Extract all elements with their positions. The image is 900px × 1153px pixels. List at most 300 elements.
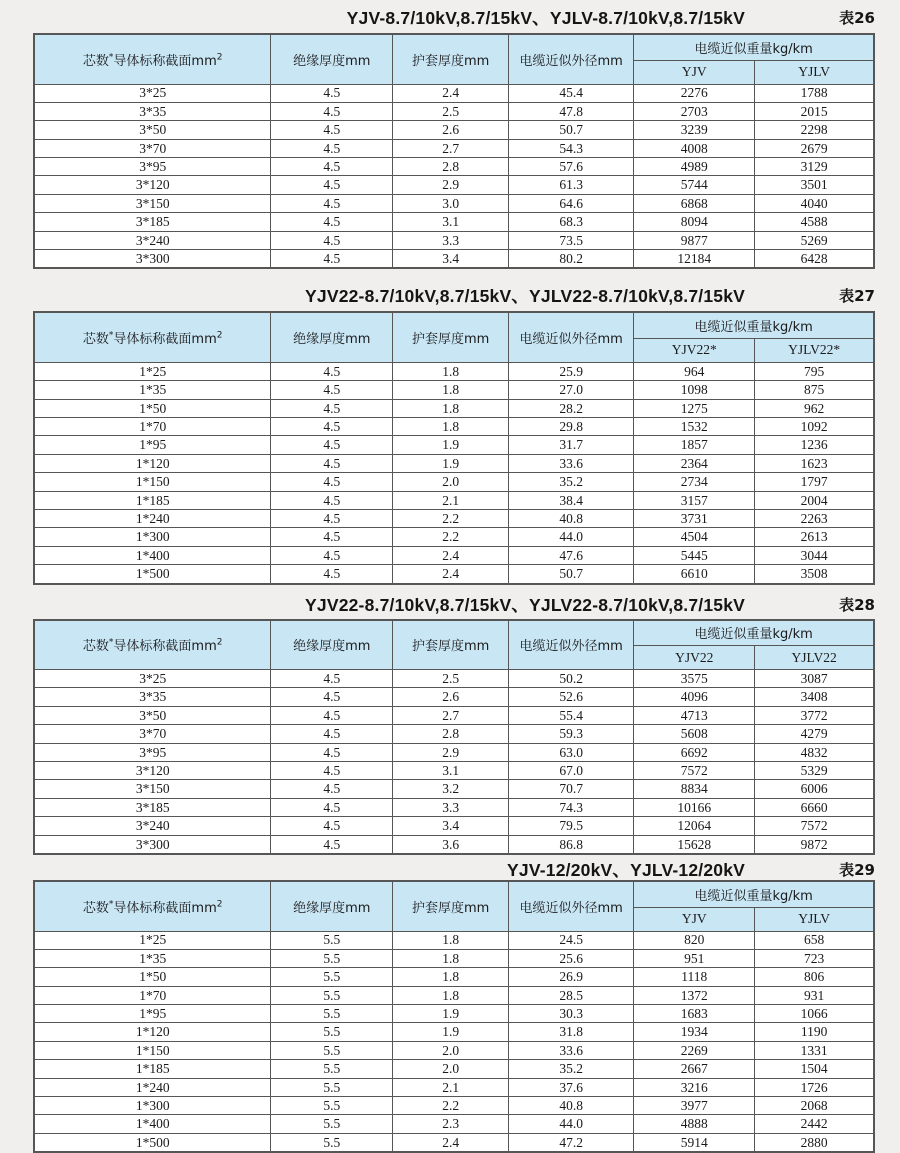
cell: 3*35 xyxy=(34,102,271,120)
cell: 3408 xyxy=(755,688,874,706)
cell: 3129 xyxy=(755,158,874,176)
table-number: 表26 xyxy=(839,8,875,27)
cell: 64.6 xyxy=(509,194,634,212)
cell: 1372 xyxy=(634,986,755,1004)
cell: 4279 xyxy=(755,725,874,743)
cable-spec-table xyxy=(33,33,875,269)
cell: 1066 xyxy=(755,1005,874,1023)
cell: 5.5 xyxy=(271,1005,393,1023)
cell: 5.5 xyxy=(271,968,393,986)
table-row xyxy=(34,176,874,194)
cell: 6610 xyxy=(634,565,755,584)
weight-type-header: YJLV22* xyxy=(755,338,874,362)
table-body xyxy=(34,670,874,854)
table-row xyxy=(34,949,874,967)
cell: 2679 xyxy=(755,139,874,157)
header-cell-sheath: 护套厚度mm xyxy=(393,312,509,362)
cell: 3*50 xyxy=(34,121,271,139)
cell: 4.5 xyxy=(271,454,393,472)
cell: 3*120 xyxy=(34,762,271,780)
cell: 3*150 xyxy=(34,194,271,212)
cell: 3087 xyxy=(755,670,874,688)
cell: 44.0 xyxy=(509,528,634,546)
cell: 27.0 xyxy=(509,381,634,399)
cell: 29.8 xyxy=(509,418,634,436)
table-row xyxy=(34,250,874,269)
cell: 80.2 xyxy=(509,250,634,269)
cell: 2.2 xyxy=(393,510,509,528)
cell: 4.5 xyxy=(271,213,393,231)
cell: 40.8 xyxy=(509,1097,634,1115)
cell: 1.8 xyxy=(393,399,509,417)
table-title-row xyxy=(33,6,875,28)
cell: 2613 xyxy=(755,528,874,546)
cell: 74.3 xyxy=(509,798,634,816)
cell: 25.6 xyxy=(509,949,634,967)
cell: 3239 xyxy=(634,121,755,139)
header-cell-insulation: 绝缘厚度mm xyxy=(271,620,393,670)
cell: 73.5 xyxy=(509,231,634,249)
cell: 1190 xyxy=(755,1023,874,1041)
cell: 54.3 xyxy=(509,139,634,157)
cell: 2.0 xyxy=(393,1060,509,1078)
cell: 2269 xyxy=(634,1041,755,1059)
cell: 3977 xyxy=(634,1097,755,1115)
cell: 1726 xyxy=(755,1078,874,1096)
cell: 50.7 xyxy=(509,121,634,139)
cell: 1*500 xyxy=(34,565,271,584)
cell: 1.8 xyxy=(393,968,509,986)
cell: 31.8 xyxy=(509,1023,634,1041)
cell: 68.3 xyxy=(509,213,634,231)
table-title: YJV-12/20kV、YJLV-12/20kV xyxy=(507,859,745,880)
cell: 26.9 xyxy=(509,968,634,986)
cell: 5269 xyxy=(755,231,874,249)
cell: 4832 xyxy=(755,743,874,761)
cell: 1*185 xyxy=(34,491,271,509)
cell: 1*120 xyxy=(34,1023,271,1041)
cell: 9872 xyxy=(755,835,874,854)
cell: 3*300 xyxy=(34,250,271,269)
cell: 3.6 xyxy=(393,835,509,854)
cell: 4040 xyxy=(755,194,874,212)
cell: 1797 xyxy=(755,473,874,491)
cell: 6692 xyxy=(634,743,755,761)
cell: 5744 xyxy=(634,176,755,194)
cell: 7572 xyxy=(755,817,874,835)
table-row xyxy=(34,1078,874,1096)
cell: 2.9 xyxy=(393,176,509,194)
weight-type-header: YJV xyxy=(634,907,755,931)
cell: 2.6 xyxy=(393,121,509,139)
cell: 4989 xyxy=(634,158,755,176)
superscript-star: * xyxy=(108,899,114,910)
cell: 4.5 xyxy=(271,510,393,528)
table-header xyxy=(34,34,874,84)
table-title: YJV22-8.7/10kV,8.7/15kV、YJLV22-8.7/10kV,8.7/15kV xyxy=(305,285,745,306)
cell: 47.2 xyxy=(509,1133,634,1152)
cell: 4.5 xyxy=(271,688,393,706)
table-header xyxy=(34,881,874,931)
cell: 5.5 xyxy=(271,1133,393,1152)
table-header xyxy=(34,312,874,362)
cell: 5.5 xyxy=(271,949,393,967)
cell: 1.9 xyxy=(393,1005,509,1023)
cell: 3*25 xyxy=(34,84,271,102)
cell: 3*50 xyxy=(34,706,271,724)
cell: 3*240 xyxy=(34,817,271,835)
cell: 4504 xyxy=(634,528,755,546)
cable-spec-table xyxy=(33,619,875,855)
table-row xyxy=(34,1060,874,1078)
cell: 962 xyxy=(755,399,874,417)
header-cell-sheath: 护套厚度mm xyxy=(393,34,509,84)
cell: 3731 xyxy=(634,510,755,528)
table-row xyxy=(34,436,874,454)
cell: 2442 xyxy=(755,1115,874,1133)
cell: 25.9 xyxy=(509,362,634,380)
table-row xyxy=(34,362,874,380)
superscript-2: 2 xyxy=(216,899,223,910)
cell: 2276 xyxy=(634,84,755,102)
cell: 4.5 xyxy=(271,158,393,176)
cell: 1*240 xyxy=(34,1078,271,1096)
cell: 38.4 xyxy=(509,491,634,509)
cell: 3772 xyxy=(755,706,874,724)
table-row xyxy=(34,1097,874,1115)
cell: 723 xyxy=(755,949,874,967)
cell: 45.4 xyxy=(509,84,634,102)
weight-type-header: YJV22 xyxy=(634,646,755,670)
header-row xyxy=(34,34,874,60)
table-row xyxy=(34,1005,874,1023)
cell: 3.4 xyxy=(393,817,509,835)
cell: 1.8 xyxy=(393,986,509,1004)
cell: 7572 xyxy=(634,762,755,780)
cell: 1092 xyxy=(755,418,874,436)
cell: 1*400 xyxy=(34,1115,271,1133)
cell: 2004 xyxy=(755,491,874,509)
cell: 951 xyxy=(634,949,755,967)
cell: 2.4 xyxy=(393,565,509,584)
cell: 37.6 xyxy=(509,1078,634,1096)
table-title: YJV-8.7/10kV,8.7/15kV、YJLV-8.7/10kV,8.7/15kV xyxy=(346,7,745,28)
weight-type-header: YJLV xyxy=(755,907,874,931)
cell: 4.5 xyxy=(271,817,393,835)
cell: 4.5 xyxy=(271,546,393,564)
cell: 1857 xyxy=(634,436,755,454)
table-row xyxy=(34,546,874,564)
cell: 2.3 xyxy=(393,1115,509,1133)
cell: 3.2 xyxy=(393,780,509,798)
cell: 2.1 xyxy=(393,1078,509,1096)
cell: 6428 xyxy=(755,250,874,269)
cell: 1532 xyxy=(634,418,755,436)
cell: 3.0 xyxy=(393,194,509,212)
table-row xyxy=(34,670,874,688)
cell: 1683 xyxy=(634,1005,755,1023)
cell: 3*150 xyxy=(34,780,271,798)
cell: 1.8 xyxy=(393,362,509,380)
cell: 4.5 xyxy=(271,706,393,724)
table-number: 表29 xyxy=(839,860,875,879)
cell: 1.9 xyxy=(393,436,509,454)
table-row xyxy=(34,968,874,986)
cell: 35.2 xyxy=(509,473,634,491)
cell: 820 xyxy=(634,931,755,949)
cell: 3*70 xyxy=(34,139,271,157)
cell: 3*120 xyxy=(34,176,271,194)
cell: 1788 xyxy=(755,84,874,102)
cell: 2.4 xyxy=(393,84,509,102)
cell: 931 xyxy=(755,986,874,1004)
table-body xyxy=(34,84,874,268)
header-row xyxy=(34,312,874,338)
cell: 4.5 xyxy=(271,670,393,688)
cell: 4.5 xyxy=(271,762,393,780)
cell: 52.6 xyxy=(509,688,634,706)
cell: 33.6 xyxy=(509,1041,634,1059)
cable-spec-table xyxy=(33,880,875,1153)
table-row xyxy=(34,817,874,835)
cell: 3*240 xyxy=(34,231,271,249)
cell: 1*240 xyxy=(34,510,271,528)
table-row xyxy=(34,780,874,798)
header-cell-outer-diameter: 电缆近似外径mm xyxy=(509,620,634,670)
cell: 9877 xyxy=(634,231,755,249)
cell: 5.5 xyxy=(271,986,393,1004)
cell: 1*25 xyxy=(34,931,271,949)
cell: 2.7 xyxy=(393,706,509,724)
cell: 2.2 xyxy=(393,528,509,546)
cell: 3.3 xyxy=(393,798,509,816)
cell: 1.8 xyxy=(393,949,509,967)
table-title: YJV22-8.7/10kV,8.7/15kV、YJLV22-8.7/10kV,8.7/15kV xyxy=(305,595,745,616)
cell: 4.5 xyxy=(271,418,393,436)
cell: 33.6 xyxy=(509,454,634,472)
table-row xyxy=(34,688,874,706)
cell: 1*500 xyxy=(34,1133,271,1152)
cell: 47.8 xyxy=(509,102,634,120)
table-row xyxy=(34,473,874,491)
cell: 4.5 xyxy=(271,139,393,157)
cell: 31.7 xyxy=(509,436,634,454)
cell: 1*50 xyxy=(34,968,271,986)
header-cell-outer-diameter: 电缆近似外径mm xyxy=(509,312,634,362)
cell: 8094 xyxy=(634,213,755,231)
cell: 50.7 xyxy=(509,565,634,584)
cell: 1*95 xyxy=(34,436,271,454)
superscript-2: 2 xyxy=(216,638,223,649)
cell: 4588 xyxy=(755,213,874,231)
cell: 1098 xyxy=(634,381,755,399)
cell: 3*300 xyxy=(34,835,271,854)
cell: 4.5 xyxy=(271,399,393,417)
cell: 2364 xyxy=(634,454,755,472)
cell: 3*95 xyxy=(34,158,271,176)
catalog-page xyxy=(0,6,900,1153)
cell: 5329 xyxy=(755,762,874,780)
table-row xyxy=(34,986,874,1004)
cell: 4008 xyxy=(634,139,755,157)
header-cell-spec: 芯数*导体标称截面$mm^2$ xyxy=(34,34,271,84)
table-row xyxy=(34,84,874,102)
cell: 1*185 xyxy=(34,1060,271,1078)
cell: 2880 xyxy=(755,1133,874,1152)
cell: 5.5 xyxy=(271,1023,393,1041)
cell: 1*150 xyxy=(34,473,271,491)
header-cell-spec: 芯数*导体标称截面$mm^2$ xyxy=(34,881,271,931)
table-body xyxy=(34,362,874,583)
table-section-26 xyxy=(33,6,875,269)
cell: 4.5 xyxy=(271,121,393,139)
cell: 3044 xyxy=(755,546,874,564)
cell: 2.4 xyxy=(393,546,509,564)
cell: 3*185 xyxy=(34,798,271,816)
cell: 3.1 xyxy=(393,762,509,780)
cell: 1*35 xyxy=(34,949,271,967)
cell: 6006 xyxy=(755,780,874,798)
header-row xyxy=(34,881,874,907)
table-title-row xyxy=(33,594,875,616)
table-title-row xyxy=(33,858,875,880)
table-number: 表28 xyxy=(839,596,875,615)
cell: 47.6 xyxy=(509,546,634,564)
cell: 795 xyxy=(755,362,874,380)
cell: 1.8 xyxy=(393,418,509,436)
cell: 1*300 xyxy=(34,528,271,546)
table-row xyxy=(34,706,874,724)
cell: 28.5 xyxy=(509,986,634,1004)
cell: 6868 xyxy=(634,194,755,212)
cell: 1.8 xyxy=(393,381,509,399)
cell: 4.5 xyxy=(271,436,393,454)
cell: 4.5 xyxy=(271,250,393,269)
table-row xyxy=(34,762,874,780)
cell: 1623 xyxy=(755,454,874,472)
cell: 1*70 xyxy=(34,418,271,436)
table-row xyxy=(34,454,874,472)
cell: 4.5 xyxy=(271,102,393,120)
cell: 1331 xyxy=(755,1041,874,1059)
table-row xyxy=(34,121,874,139)
cell: 3*185 xyxy=(34,213,271,231)
table-row xyxy=(34,798,874,816)
header-cell-insulation: 绝缘厚度mm xyxy=(271,312,393,362)
cell: 3.1 xyxy=(393,213,509,231)
superscript-star: * xyxy=(108,330,114,341)
cell: 5445 xyxy=(634,546,755,564)
cell: 4.5 xyxy=(271,381,393,399)
cell: 86.8 xyxy=(509,835,634,854)
superscript-star: * xyxy=(108,52,114,63)
table-row xyxy=(34,213,874,231)
cell: 1.9 xyxy=(393,454,509,472)
cell: 2.9 xyxy=(393,743,509,761)
table-row xyxy=(34,1115,874,1133)
cell: 4.5 xyxy=(271,780,393,798)
cell: 4713 xyxy=(634,706,755,724)
cable-spec-table xyxy=(33,311,875,584)
table-row xyxy=(34,399,874,417)
table-row xyxy=(34,565,874,584)
cell: 1275 xyxy=(634,399,755,417)
cell: 964 xyxy=(634,362,755,380)
table-row xyxy=(34,725,874,743)
cell: 4.5 xyxy=(271,835,393,854)
table-row xyxy=(34,139,874,157)
cell: 4.5 xyxy=(271,231,393,249)
cell: 4.5 xyxy=(271,194,393,212)
cell: 4888 xyxy=(634,1115,755,1133)
cell: 2298 xyxy=(755,121,874,139)
header-cell-spec: 芯数*导体标称截面$mm^2$ xyxy=(34,312,271,362)
cell: 5608 xyxy=(634,725,755,743)
cell: 2015 xyxy=(755,102,874,120)
cell: 12184 xyxy=(634,250,755,269)
cell: 24.5 xyxy=(509,931,634,949)
header-cell-sheath: 护套厚度mm xyxy=(393,620,509,670)
cell: 1*120 xyxy=(34,454,271,472)
table-row xyxy=(34,1041,874,1059)
cell: 1*25 xyxy=(34,362,271,380)
cell: 40.8 xyxy=(509,510,634,528)
cell: 2.5 xyxy=(393,670,509,688)
table-section-28 xyxy=(33,594,875,855)
table-number: 表27 xyxy=(839,286,875,305)
cell: 4.5 xyxy=(271,565,393,584)
cell: 3216 xyxy=(634,1078,755,1096)
cell: 4.5 xyxy=(271,473,393,491)
cell: 1.9 xyxy=(393,1023,509,1041)
cell: 2.8 xyxy=(393,725,509,743)
cell: 5.5 xyxy=(271,1097,393,1115)
cell: 55.4 xyxy=(509,706,634,724)
table-row xyxy=(34,1023,874,1041)
table-row xyxy=(34,102,874,120)
cell: 6660 xyxy=(755,798,874,816)
table-header xyxy=(34,620,874,670)
cell: 2.2 xyxy=(393,1097,509,1115)
table-section-27 xyxy=(33,284,875,584)
cell: 50.2 xyxy=(509,670,634,688)
cell: 4.5 xyxy=(271,725,393,743)
header-cell-weight: 电缆近似重量kg/km xyxy=(634,881,874,907)
cell: 3.3 xyxy=(393,231,509,249)
cell: 3*95 xyxy=(34,743,271,761)
cell: 70.7 xyxy=(509,780,634,798)
cell: 4.5 xyxy=(271,528,393,546)
cell: 57.6 xyxy=(509,158,634,176)
table-row xyxy=(34,194,874,212)
header-cell-outer-diameter: 电缆近似外径mm xyxy=(509,881,634,931)
header-cell-insulation: 绝缘厚度mm xyxy=(271,881,393,931)
cell: 28.2 xyxy=(509,399,634,417)
table-body xyxy=(34,931,874,1152)
cell: 44.0 xyxy=(509,1115,634,1133)
header-cell-spec: 芯数*导体标称截面$mm^2$ xyxy=(34,620,271,670)
table-row xyxy=(34,1133,874,1152)
header-cell-insulation: 绝缘厚度mm xyxy=(271,34,393,84)
cell: 2703 xyxy=(634,102,755,120)
table-row xyxy=(34,381,874,399)
cell: 1*150 xyxy=(34,1041,271,1059)
cell: 2.4 xyxy=(393,1133,509,1152)
cell: 2.6 xyxy=(393,688,509,706)
cell: 4.5 xyxy=(271,362,393,380)
cell: 2734 xyxy=(634,473,755,491)
table-row xyxy=(34,510,874,528)
